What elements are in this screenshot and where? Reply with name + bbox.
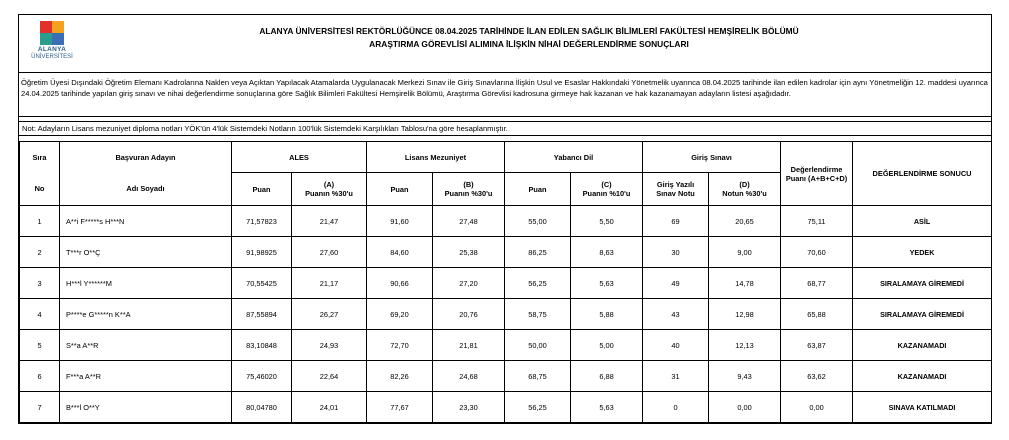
header-yabanci-dil: Yabancı Dil (505, 142, 643, 173)
cell-d: 0,00 (709, 392, 781, 423)
cell-yabanci: 56,25 (505, 392, 571, 423)
cell-no: 6 (20, 361, 60, 392)
header-b-label: (B) (463, 180, 474, 189)
header-ales: ALES (232, 142, 367, 173)
header-no: No (20, 173, 60, 206)
cell-a: 24,93 (292, 330, 367, 361)
cell-name: P****e G*****n K**A (60, 299, 232, 330)
table-row (20, 268, 992, 299)
cell-b: 27,20 (433, 268, 505, 299)
cell-yazili: 31 (643, 361, 709, 392)
header-degerlendirme-sonucu: DEĞERLENDİRME SONUCU (853, 142, 992, 206)
cell-name: B***l O**Y (60, 392, 232, 423)
header-a-desc: Puanın %30'u (305, 189, 353, 198)
cell-result: KAZANAMADI (853, 330, 992, 361)
header-degerlendirme-puani: Değerlendirme Puanı (A+B+C+D) (781, 142, 853, 206)
cell-yazili: 69 (643, 206, 709, 237)
cell-b: 23,30 (433, 392, 505, 423)
cell-d: 20,65 (709, 206, 781, 237)
cell-d: 12,98 (709, 299, 781, 330)
header-ales-puan: Puan (232, 173, 292, 206)
results-table (19, 141, 992, 423)
cell-b: 20,76 (433, 299, 505, 330)
cell-yazili: 0 (643, 392, 709, 423)
cell-lisans: 69,20 (367, 299, 433, 330)
header-b-desc: Puanın %30'u (444, 189, 493, 198)
results-frame (18, 14, 992, 424)
cell-c: 5,00 (571, 330, 643, 361)
cell-b: 21,81 (433, 330, 505, 361)
cell-a: 26,27 (292, 299, 367, 330)
cell-no: 7 (20, 392, 60, 423)
cell-lisans: 82,26 (367, 361, 433, 392)
cell-lisans: 84,60 (367, 237, 433, 268)
document-title-line1: ALANYA ÜNİVERSİTESİ REKTÖRLÜĞÜNCE 08.04.2025 TARİHİNDE İLAN EDİLEN SAĞLIK BİLİMLERİ FAKÜLTESİ HEMŞİRELİK BÖLÜMÜ (259, 26, 799, 36)
cell-total: 63,87 (781, 330, 853, 361)
cell-yabanci: 68,75 (505, 361, 571, 392)
cell-a: 24,01 (292, 392, 367, 423)
table-row (20, 206, 992, 237)
cell-name: A**i F*****s H***N (60, 206, 232, 237)
cell-c: 5,88 (571, 299, 643, 330)
cell-yabanci: 86,25 (505, 237, 571, 268)
cell-b: 25,38 (433, 237, 505, 268)
header-lisans-puan: Puan (367, 173, 433, 206)
cell-lisans: 90,66 (367, 268, 433, 299)
cell-a: 21,47 (292, 206, 367, 237)
cell-yazili: 49 (643, 268, 709, 299)
cell-c: 5,63 (571, 268, 643, 299)
header-yazili-desc: Sınav Notu (656, 189, 695, 198)
cell-c: 6,88 (571, 361, 643, 392)
cell-name: S**a A**R (60, 330, 232, 361)
cell-total: 68,77 (781, 268, 853, 299)
cell-lisans: 91,60 (367, 206, 433, 237)
header-a-label: (A) (323, 180, 335, 189)
header-c-desc: Puanın %10'u (582, 189, 631, 198)
cell-a: 27,60 (292, 237, 367, 268)
cell-yazili: 40 (643, 330, 709, 361)
table-row (20, 361, 992, 392)
cell-ales: 70,55425 (232, 268, 292, 299)
cell-b: 24,68 (433, 361, 505, 392)
cell-no: 5 (20, 330, 60, 361)
header-yd-puan: Puan (505, 173, 571, 206)
table-header-row-1 (20, 142, 992, 173)
cell-ales: 80,04780 (232, 392, 292, 423)
table-row (20, 392, 992, 423)
header-basvuran: Başvuran Adayın (60, 142, 232, 173)
header-lisans-b (433, 173, 505, 206)
cell-a: 22,64 (292, 361, 367, 392)
cell-result: KAZANAMADI (853, 361, 992, 392)
cell-result: SINAVA KATILMADI (853, 392, 992, 423)
cell-ales: 83,10848 (232, 330, 292, 361)
cell-yabanci: 58,75 (505, 299, 571, 330)
cell-no: 3 (20, 268, 60, 299)
cell-yazili: 43 (643, 299, 709, 330)
cell-no: 4 (20, 299, 60, 330)
cell-b: 27,48 (433, 206, 505, 237)
cell-d: 14,78 (709, 268, 781, 299)
cell-name: T***r O**Ç (60, 237, 232, 268)
header-lisans: Lisans Mezuniyet (367, 142, 505, 173)
cell-name: H***l Y******M (60, 268, 232, 299)
cell-lisans: 72,70 (367, 330, 433, 361)
header-yazili-not (643, 173, 709, 206)
cell-result: ASİL (853, 206, 992, 237)
cell-lisans: 77,67 (367, 392, 433, 423)
header-d-desc: Notun %30'u (722, 189, 767, 198)
cell-total: 63,62 (781, 361, 853, 392)
header-sira: Sıra (20, 142, 60, 173)
header-giris-sinavi: Giriş Sınavı (643, 142, 781, 173)
cell-name: F***a A**R (60, 361, 232, 392)
logo-text-line1: ALANYA (37, 46, 67, 53)
university-logo (31, 21, 73, 63)
cell-total: 75,11 (781, 206, 853, 237)
cell-a: 21,17 (292, 268, 367, 299)
intro-paragraph: Öğretim Üyesi Dışındaki Öğretim Elemanı Kadrolarına Naklen veya Açıktan Yapılacak Atamalarda Uygulanacak Merkezi Sınav ile Giriş Sınavlarına İlişkin Usul ve Esaslar Hakkındaki Yönetmelik uyarınca 08.04.2025 tarihinde ilan edilen kadrolar için aynı Yönetmeliğin 12. maddesi uyarınca 24.04.2025 tarihinde yapılan giriş sınavı ve nihai değerlendirme sonuçlarına göre Sağlık Bilimleri Fakültesi Hemşirelik Bölümü, Araştırma Görevlisi kadrosuna girmeye hak kazanan ve hak kazanamayan adayların listesi aşağıdadır. (19, 72, 991, 117)
logo-text-line2: ÜNİVERSİTESİ (31, 54, 73, 60)
header-yazili-label: Giriş Yazılı (656, 180, 695, 189)
cell-yabanci: 50,00 (505, 330, 571, 361)
cell-c: 5,50 (571, 206, 643, 237)
cell-ales: 87,55894 (232, 299, 292, 330)
logo-mark-icon (40, 21, 64, 45)
document-title-line2: ARAŞTIRMA GÖREVLİSİ ALIMINA İLİŞKİN NİHAİ DEĞERLENDİRME SONUÇLARI (369, 39, 689, 49)
cell-d: 9,00 (709, 237, 781, 268)
cell-result: YEDEK (853, 237, 992, 268)
cell-ales: 71,57823 (232, 206, 292, 237)
cell-c: 8,63 (571, 237, 643, 268)
cell-c: 5,63 (571, 392, 643, 423)
cell-yazili: 30 (643, 237, 709, 268)
header-adi-soyadi: Adı Soyadı (60, 173, 232, 206)
cell-d: 12,13 (709, 330, 781, 361)
header-yd-c (571, 173, 643, 206)
cell-no: 1 (20, 206, 60, 237)
header-c-label: (C) (601, 180, 612, 189)
table-row (20, 299, 992, 330)
cell-no: 2 (20, 237, 60, 268)
cell-result: SIRALAMAYA GİREMEDİ (853, 299, 992, 330)
cell-yabanci: 55,00 (505, 206, 571, 237)
cell-total: 0,00 (781, 392, 853, 423)
header-d-label: (D) (739, 180, 750, 189)
cell-yabanci: 56,25 (505, 268, 571, 299)
table-row (20, 237, 992, 268)
header-ales-a (292, 173, 367, 206)
table-row (20, 330, 992, 361)
cell-ales: 91,98925 (232, 237, 292, 268)
cell-total: 70,60 (781, 237, 853, 268)
cell-ales: 75,46020 (232, 361, 292, 392)
document-header (19, 15, 991, 67)
header-giris-d (709, 173, 781, 206)
note-paragraph: Not: Adayların Lisans mezuniyet diploma notları YÖK'ün 4'lük Sistemdeki Notların 100'lük Sistemdeki Karşılıkları Tablosu'na göre hesaplanmıştır. (19, 121, 991, 136)
cell-total: 65,88 (781, 299, 853, 330)
cell-result: SIRALAMAYA GİREMEDİ (853, 268, 992, 299)
cell-d: 9,43 (709, 361, 781, 392)
